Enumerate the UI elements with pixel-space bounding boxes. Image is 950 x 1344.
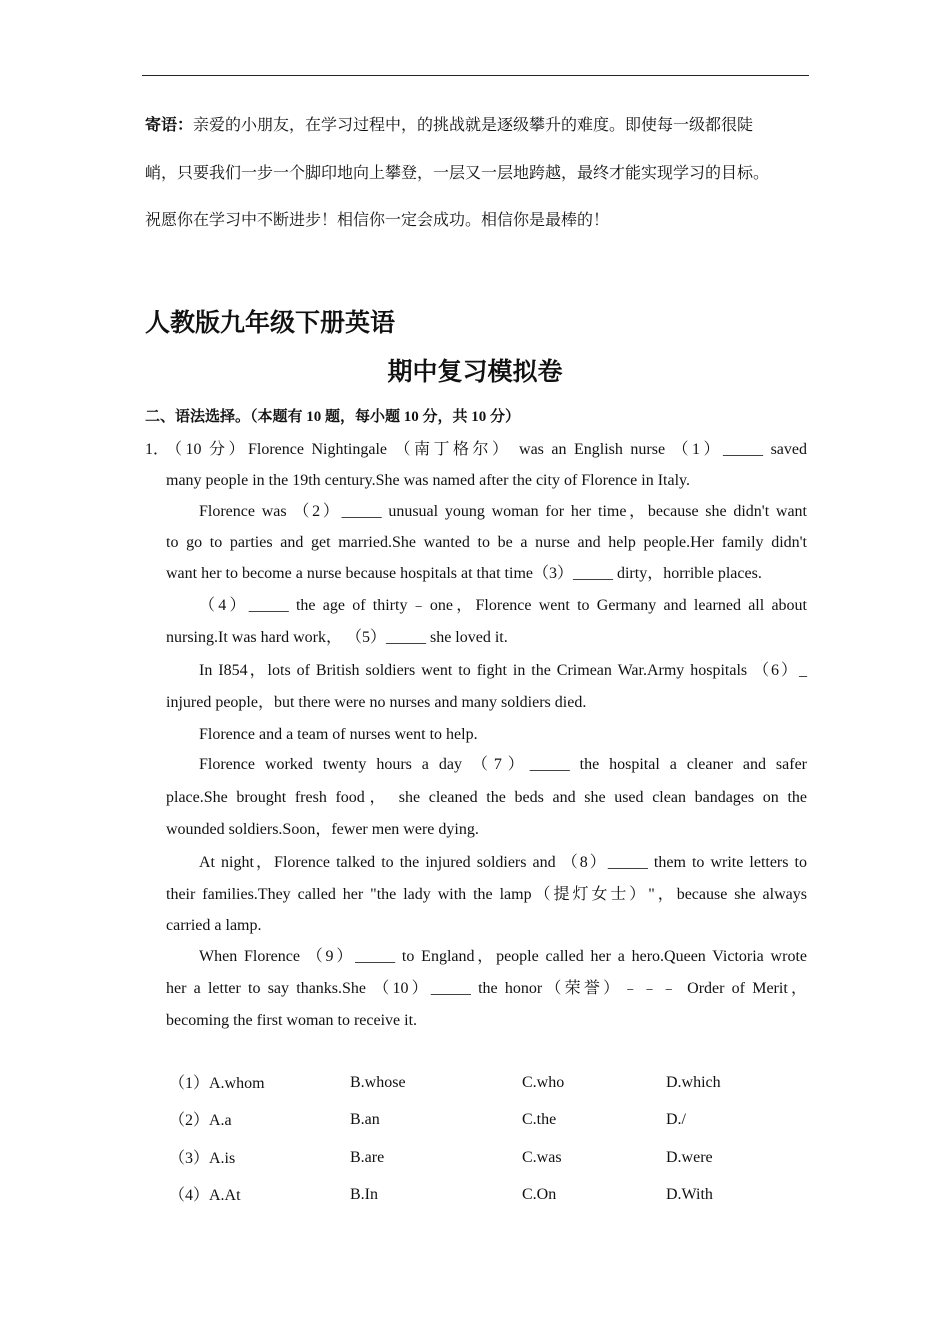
option-b: B.are [350,1149,385,1166]
document-title: 人教版九年级下册英语 [145,308,396,337]
passage-line: （4）_____ the age of thirty﹣one，Florence went to Germany and learned all about [199,597,807,614]
option-b: B.an [350,1111,380,1128]
passage-line: Florence was （2）_____ unusual young woman for her time，because she didn't want [199,503,807,520]
passage-line: In I854，lots of British soldiers went to fight in the Crimean War.Army hospitals （6）_ [199,662,807,679]
option-c: C.On [522,1186,557,1203]
passage-line: want her to become a nurse because hospitals at that time（3）_____ dirty，horrible places. [166,565,762,582]
intro-line-1: 寄语：亲爱的小朋友，在学习过程中，的挑战就是逐级攀升的难度。即使每一级都很陡 [145,117,754,134]
option-c: C.the [522,1111,557,1128]
option-a: （1）A.whom [169,1075,265,1092]
option-a: （3）A.is [169,1150,236,1167]
passage-line: injured people，but there were no nurses and many soldiers died. [166,694,587,711]
header-rule [142,75,809,76]
option-a: （2）A.a [169,1112,232,1129]
option-b: B.whose [350,1074,406,1091]
passage-line: At night，Florence talked to the injured soldiers and （8）_____ them to write letters to [199,854,807,871]
passage-line: Florence worked twenty hours a day （7）_____ the hospital a cleaner and safer [199,756,807,773]
passage-line: Florence and a team of nurses went to help. [199,726,478,743]
option-c: C.was [522,1149,562,1166]
intro-line-2: 峭，只要我们一步一个脚印地向上攀登，一层又一层地跨越，最终才能实现学习的目标。 [145,165,770,182]
option-b: B.In [350,1186,378,1203]
passage-line: many people in the 19th century.She was named after the city of Florence in Italy. [166,472,690,489]
passage-line: becoming the first woman to receive it. [166,1012,418,1029]
passage-line: her a letter to say thanks.She （10）_____ the honor（荣誉）﹣﹣﹣ Order of Merit， [166,980,807,997]
passage-line: wounded soldiers.Soon，fewer men were dying. [166,821,479,838]
passage-line: their families.They called her "the lady with the lamp（提灯女士）"，because she always [166,886,807,903]
option-d: D.which [666,1074,721,1091]
option-a: （4）A.At [169,1187,241,1204]
option-d: D./ [666,1111,686,1128]
intro-line-3: 祝愿你在学习中不断进步！相信你一定会成功。相信你是最棒的！ [145,212,610,229]
passage-line: carried a lamp. [166,917,262,934]
passage-line: place.She brought fresh food， she cleaned the beds and she used clean bandages on the [166,789,807,806]
question-number: 1． [145,441,170,458]
option-d: D.were [666,1149,713,1166]
passage-line: nursing.It was hard work， （5）_____ she loved it. [166,629,508,646]
intro-lead: 寄语： [145,117,194,134]
option-d: D.With [666,1186,713,1203]
passage-line: When Florence （9）_____ to England，people called her a hero.Queen Victoria wrote [199,948,807,965]
passage-line: to go to parties and get married.She wanted to be a nurse and help people.Her family didn't [166,534,807,551]
document-subtitle: 期中复习模拟卷 [387,357,563,386]
option-c: C.who [522,1074,565,1091]
passage-line: （10 分）Florence Nightingale （南丁格尔） was an English nurse （1）_____ saved [166,441,807,458]
section-heading: 二、语法选择。（本题有 10 题，每小题 10 分，共 10 分） [145,409,521,425]
